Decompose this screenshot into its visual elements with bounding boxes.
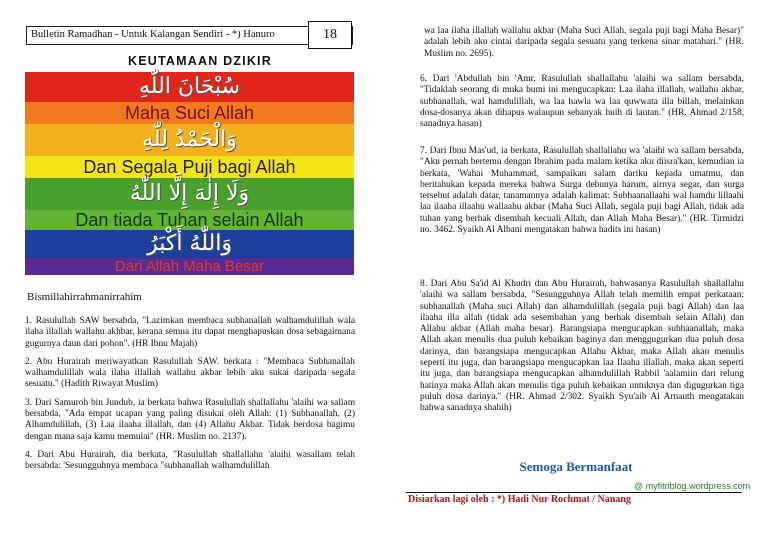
arabic-allahuakbar: وَاللّٰهُ أَكْبَرُ xyxy=(147,231,232,256)
list-item: 2. Abu Hurairah meriwayatkan Rasulullah SAW. berkata : "Membaca Subhanallah walhamdulillah wala ilaha illallah wallahu akbar lebih aku sukai daripada segala sesuatu." (Hadith Riwayat Muslim) xyxy=(25,356,355,390)
page-number: 18 xyxy=(308,21,352,49)
right-page xyxy=(384,0,768,543)
list-item: 4. Dari Abu Hurairah, dia berkata, "Rasulullah shallallahu 'alaihi wasallam telah bersabda: 'Sesungguhnya membaca "subhanallah walhamdulillah xyxy=(25,449,355,472)
band-latin-lailaha xyxy=(25,210,354,230)
header-text: Bulletin Ramadhan - Untuk Kalangan Sendiri - *) Hanuro xyxy=(31,29,275,40)
blog-link[interactable]: @ myfitriblog.wordpress.com xyxy=(634,481,751,491)
band-arabic-allahuakbar xyxy=(25,230,354,258)
arabic-alhamdulillah: وَالْحَمْدُ لِلّٰهِ xyxy=(142,127,237,152)
band-arabic-alhamdulillah xyxy=(25,124,354,156)
band-arabic-subhanallah xyxy=(25,72,354,102)
hadith-item-8: 8. Dari Abu Sa'id Al Khudri dan Abu Hurairah, bahwasanya Rasulullah shallallahu 'alaihi wa sallam bersabda, "Sesungguhnya Allah telah memilih empat perkataan: subhanallah (Maha suci Allah) dan alhamdulillah (segala puji bagi Allah) dan laa ilaaha illa allah (tidak ada sesembahan yang berhak disembah selain Allah) dan Allahu akbar (Allah maha besar). Barangsiapa mengucapkan subhaanallah, maka Allah akan menulis dua puluh kebaikan baginya dan menggugurkan dua puluh dosa darinya, dan barangsiapa mengucapkan Allahu Akbar, maka Allah akan menulis seperti itu juga, dan barangsiapa mengucapkan laa Ilaaha illallah, maka akan seperti itu juga, dan barangsiapa mengucapkan alhamdulillah Rabbil 'aalamiin dari relung hatinya maka Allah akan menulis tiga puluh kebaikan untuknya dan digugurkan tiga puluh dosa darinya." (HR. Ahmad 2/302. Syaikh Syu'aib Al Arnauth mengatakan bahwa sanadnya shahih) xyxy=(420,279,744,414)
band-latin-allahuakbar xyxy=(25,258,354,275)
list-item: 1. Rasulullah SAW bersabda, "Lazimkan membaca subhanallah walhamdulillah wala ilaha illallah wallahu akhbar, kerana semua itu dapat menghapuskan dosa sebagaimana gugurnya daun dari pohon". (HR Ibnu Majah) xyxy=(25,316,355,349)
closing-text: Semoga Bermanfaat xyxy=(519,459,633,474)
credit-line: Disiarkan lagi oleh : *) Hadi Nur Rochmat / Nanang xyxy=(408,494,631,505)
basmala: Bismillahirrahmanirrahim xyxy=(27,291,142,303)
hadith-item-6: 6. Dari 'Abdullah bin 'Amr, Rasulullah shallallahu 'alaihi wa sallam bersabda, "Tidaklah seorang di muka bumi ini mengucapkan: Laa ilaha illallah, wallahu akbar, subhanallah, wal hamdulillah, wa laa hawla wa laa quwwata illa billah, melainkan dosa-dosanya akan dihapus walaupun sebanyak buih di lautan." (HR. Ahmad 2/158, sanadnya hasan) xyxy=(420,74,744,130)
dzikir-banner xyxy=(25,72,354,275)
arabic-lailaha: وَلَا إِلٰهَ إِلَّا اللّٰهُ xyxy=(129,181,250,206)
hadith-continuation: wa laa ilaha illallah wallahu akbar (Maha Suci Allah, segala puji bagi Maha Besar)" adalah lebih aku cintai daripada segala sesuatu yang terkena sinar matahari." (HR. Muslim no. 2695). xyxy=(424,26,744,59)
latin-subhanallah: Maha Suci Allah xyxy=(124,103,255,123)
latin-allahuakbar: Dari Allah Maha Besar xyxy=(114,258,265,275)
divider xyxy=(406,492,742,493)
latin-lailaha: Dan tiada Tuhan selain Allah xyxy=(75,210,304,230)
band-arabic-lailaha xyxy=(25,178,354,210)
banner-title: KEUTAMAAN DZIKIR xyxy=(128,54,272,68)
latin-alhamdulillah: Dan Segala Puji bagi Allah xyxy=(83,157,296,177)
bulletin-header xyxy=(26,26,353,45)
band-latin-subhanallah xyxy=(25,102,354,124)
band-latin-alhamdulillah xyxy=(25,156,354,178)
hadith-item-7: 7. Dari Ibnu Mas'ud, ia berkata, Rasulullah shallallahu wa 'alaihi wa sallam bersabda, "Aku pernah bertemu dengan Ibrahim pada malam ketika aku diisra'kan, kemudian ia berkata, 'Wahai Muhammad, sampaikan salam dariku kepada umatmu, dan beritahukan kepada mereka bahwa Surga debunya harum, airnya segar, dan surga tersebut adalah datar, tanamannya adalah kalimat: Subhaanallaahi wal hamdu lillaahi laa ilaaha illaahu wallaahu akbar (Maha Suci Allah, segala puji bagi Allah, tidak ada tuhan yang berhak disembah kecuali Allah, dan Allah Maha Besar)." (HR. Tirmidzi no. 3462. Syaikh Al Albani mengatakan bahwa hadits ini hasan) xyxy=(420,146,744,236)
list-item: 3. Dari Samuroh bin Jundub, ia berkata bahwa Rasulullah shallallahu 'alaihi wa sallam bersabda, "Ada empat ucapan yang paling disukai oleh Allah: (1) Subhanallah, (2) Alhamdulillah, (3) Laa ilaaha illallah, dan (4) Allahu Akbar. Tidak berdosa bagimu dengan mana saja kamu memulai" (HR. Muslim no. 2137). xyxy=(25,397,355,442)
arabic-subhanallah: سُبْحَانَ اللّٰهِ xyxy=(138,74,241,99)
hadith-list-left xyxy=(25,316,355,480)
